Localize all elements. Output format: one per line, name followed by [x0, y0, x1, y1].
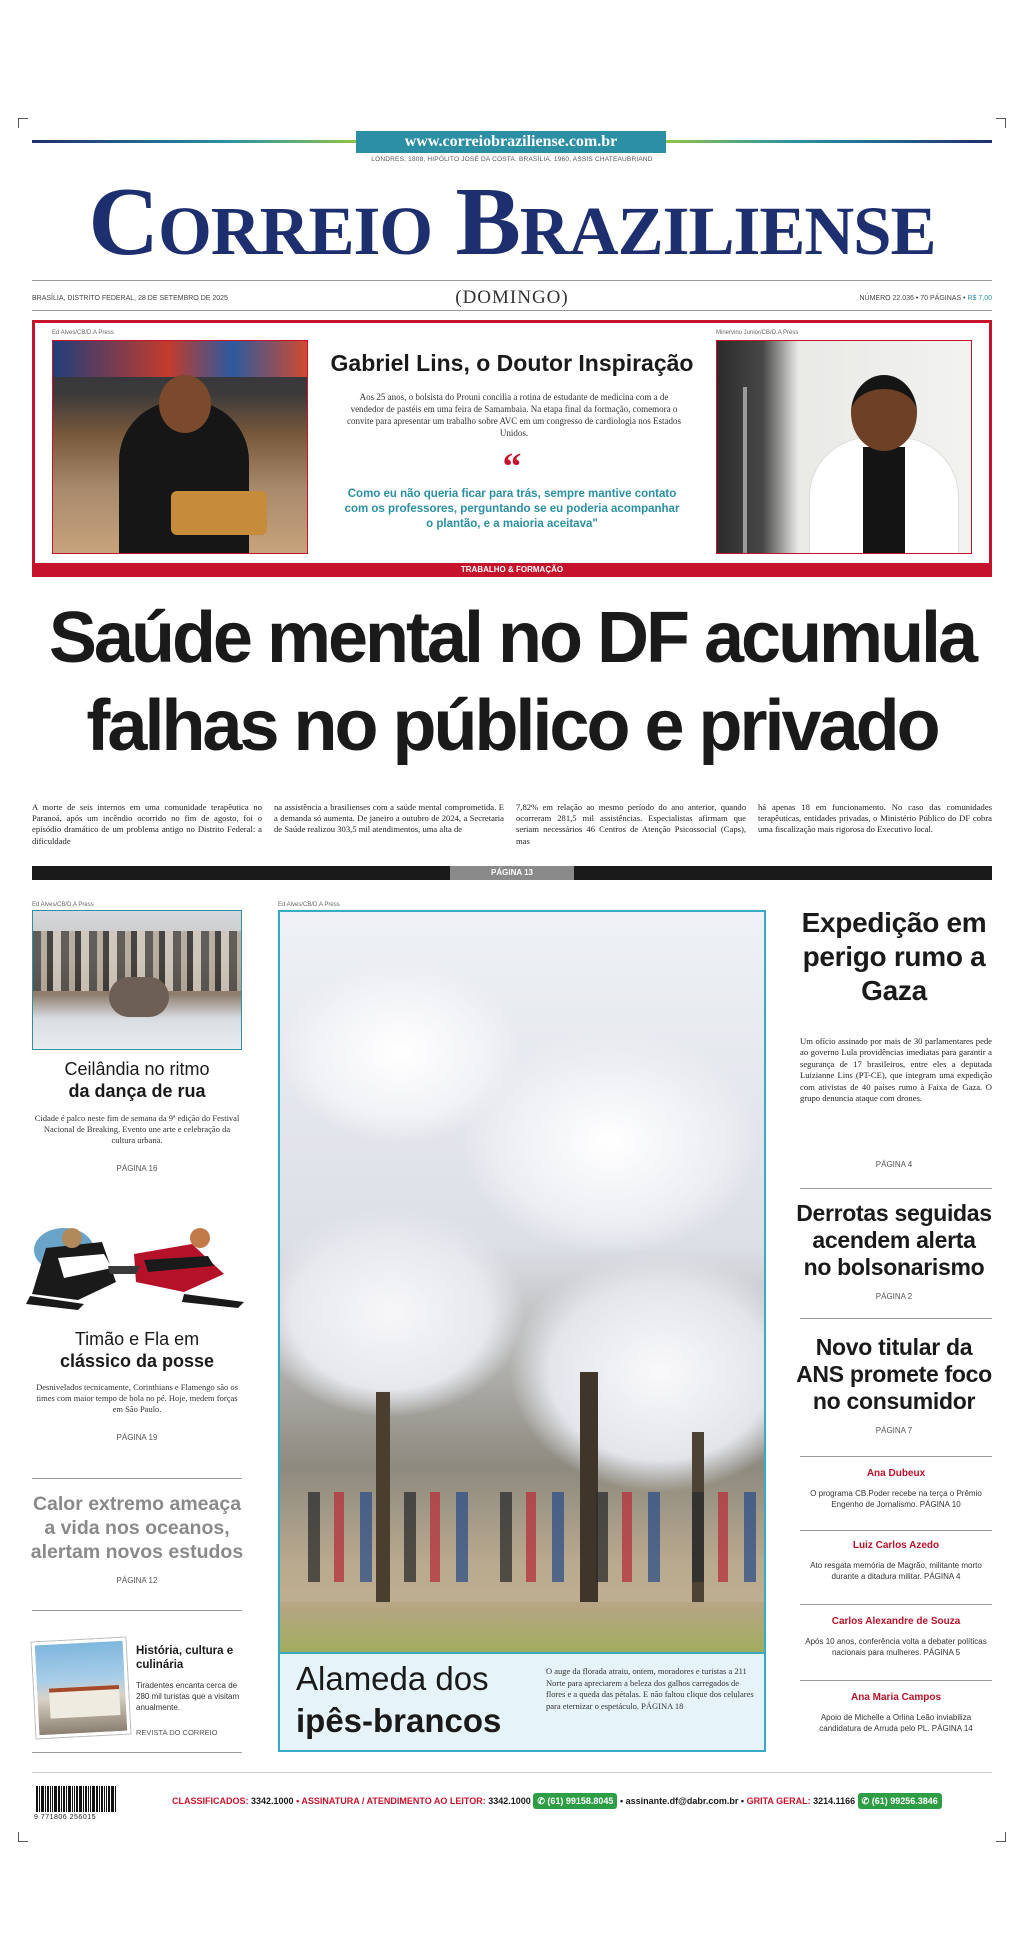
- feature-iv-stand: [743, 387, 747, 554]
- feature-photo-doctor[interactable]: [716, 340, 972, 554]
- whatsapp-contact-1[interactable]: [533, 1793, 617, 1809]
- feature-photo-left-credit: Ed Alves/CB/D.A Press: [52, 330, 114, 336]
- classificados-label: CLASSIFICADOS:: [172, 1796, 249, 1806]
- center-photo-ipes[interactable]: [278, 910, 766, 1654]
- right-divider-6: [800, 1680, 992, 1681]
- feature-photo-vendor[interactable]: [52, 340, 308, 554]
- feature-photo-right-credit: Minervino Junior/CB/D.A Press: [716, 330, 799, 336]
- whatsapp-number-2: (61) 99256.3846: [871, 1796, 938, 1806]
- dance-photo[interactable]: [32, 910, 242, 1050]
- feature-tent: [53, 341, 308, 377]
- feature-body: Aos 25 anos, o bolsista do Prouni concilia a rotina de estudante de medicina com a de vendedor de pastéis em uma feira de Samambaia. Na etapa final da formação, comemora o convite para apresentar um trabalho sobre AVC em um congresso de cardiologia nos Estados Unidos.: [347, 392, 681, 438]
- gaza-page[interactable]: PÁGINA 4: [875, 1160, 913, 1169]
- grita-phone[interactable]: 3214.1166: [813, 1796, 856, 1806]
- magazine-text: Tiradentes encanta cerca de 280 mil turistas que a visitam anualmente.: [136, 1681, 240, 1712]
- whatsapp-icon: ✆: [861, 1796, 870, 1806]
- masthead-divider-bottom: [32, 310, 992, 311]
- crop-mark-bottom-left: [18, 1832, 28, 1842]
- ans-page[interactable]: PÁGINA 7: [875, 1426, 913, 1435]
- assinatura-label: • ASSINATURA / ATENDIMENTO AO LEITOR:: [296, 1796, 486, 1806]
- center-people: [290, 1492, 760, 1582]
- price: R$ 7,00: [967, 295, 992, 302]
- center-photo-credit: Ed Alves/CB/D.A Press: [278, 902, 340, 908]
- bolsonarismo-headline[interactable]: Derrotas seguidas acendem alerta no bolsonarismo: [796, 1200, 992, 1280]
- dance-photo-credit: Ed Alves/CB/D.A Press: [32, 902, 94, 908]
- center-ground: [280, 1602, 766, 1654]
- right-divider-1: [800, 1188, 992, 1189]
- barcode-digits: 9 771806 256015: [34, 1814, 96, 1821]
- columnist-3-text: Após 10 anos, conferência volta a debater políticas nacionais para mulheres. PÁGINA 5: [805, 1637, 987, 1657]
- dance-breaker: [109, 977, 169, 1017]
- founders-line: LONDRES, 1808, HIPÓLITO JOSÉ DA COSTA. BRASÍLIA, 1960, ASSIS CHATEAUBRIAND: [371, 156, 653, 163]
- dateline: BRASÍLIA, DISTRITO FEDERAL, 28 DE SETEMBRO DE 2025: [32, 295, 228, 302]
- left-divider-2: [32, 1610, 242, 1611]
- subscriber-email[interactable]: • assinante.df@dabr.com.br •: [619, 1796, 745, 1806]
- columnist-1-text: O programa CB.Poder recebe na terça o Prêmio Engenho de Jornalismo. PÁGINA 10: [810, 1489, 982, 1509]
- feature-vendor-head: [159, 375, 211, 433]
- feature-doctor-shirt: [863, 447, 905, 554]
- whatsapp-contact-2[interactable]: [858, 1793, 942, 1809]
- barcode: [36, 1786, 140, 1816]
- lead-col-2: na assistência a brasilienses com a saúde mental comprometida. E a demanda só aumenta. De janeiro a outubro de 2024, a Secretaria de Saúde realizou 303,5 mil atendimentos, uma alta de: [274, 802, 504, 835]
- assinatura-phone[interactable]: 3342.1000: [488, 1796, 531, 1806]
- left-divider-1: [32, 1478, 242, 1479]
- center-caption-1[interactable]: Alameda dos: [296, 1660, 489, 1697]
- website-url[interactable]: www.correiobraziliense.com.br: [356, 131, 666, 153]
- lead-col-1: A morte de seis internos em uma comunidade terapêutica no Paranoá, após um incêndio ocorrido no fim de agosto, foi o episódio dramático de um problema antigo no Distrito Federal: a dificuldade: [32, 802, 262, 846]
- dance-head-1[interactable]: Ceilândia no ritmo: [64, 1059, 210, 1079]
- right-divider-3: [800, 1456, 992, 1457]
- football-head-2[interactable]: clássico da posse: [59, 1351, 215, 1371]
- columnist-3-name[interactable]: Carlos Alexandre de Souza: [831, 1616, 961, 1627]
- masthead: [0, 0, 1024, 320]
- football-page[interactable]: PÁGINA 19: [116, 1433, 158, 1442]
- whatsapp-number-1: (61) 99158.8045: [547, 1796, 614, 1806]
- newspaper-title: Correio Braziliense: [88, 168, 936, 276]
- football-head-1[interactable]: Timão e Fla em: [74, 1329, 200, 1349]
- section-bar: TRABALHO & FORMAÇÃO: [32, 563, 992, 577]
- grita-label: GRITA GERAL:: [746, 1796, 811, 1806]
- magazine-cover-building: [49, 1685, 120, 1719]
- feature-doctor-head: [851, 375, 917, 451]
- magazine-cover-thumb[interactable]: [32, 1638, 131, 1739]
- center-caption-page[interactable]: PÁGINA 18: [641, 1700, 684, 1711]
- football-text: Desnivelados tecnicamente, Corinthians e Flamengo são os times com maior tempo de bola no pé. Hoje, medem forças em São Paulo.: [36, 1382, 238, 1414]
- footer-divider: [32, 1772, 992, 1773]
- quote-icon: “: [502, 446, 522, 488]
- heat-page[interactable]: PÁGINA 12: [116, 1576, 158, 1585]
- lead-col-4: há apenas 18 em funcionamento. No caso das comunidades terapêuticas, entidades privadas, o Ministério Público do DF cobra uma fiscalização mais rigorosa do Executivo local.: [758, 802, 992, 835]
- whatsapp-icon: ✆: [537, 1796, 545, 1806]
- masthead-divider-top: [32, 280, 992, 281]
- gaza-headline[interactable]: Expedição em perigo rumo a Gaza: [801, 907, 987, 1006]
- center-caption-2[interactable]: ipês-brancos: [296, 1702, 502, 1739]
- center-caption-text: [546, 1666, 758, 1712]
- crop-mark-bottom-right: [996, 1832, 1006, 1842]
- football-cartoon-illustration: [24, 1208, 250, 1316]
- footer-contacts: [172, 1793, 992, 1809]
- feature-pastry-basket: [171, 491, 267, 535]
- columnist-2-name[interactable]: Luiz Carlos Azedo: [852, 1540, 940, 1551]
- football-cartoon: [24, 1208, 250, 1316]
- columnist-2-text: Ato resgata memória de Magrão, militante morto durante a ditadura militar. PÁGINA 4: [810, 1561, 982, 1581]
- lead-col-3: 7,82% em relação ao mesmo período do ano anterior, quando ocorreram 281,5 mil assistências. Especialistas afirmam que seriam necessários 46 Centros de Atenção Psicossocial (Caps), mas: [516, 802, 746, 846]
- dance-text: Cidade é palco neste fim de semana da 9ª edição do Festival Nacional de Breaking. Evento une arte e celebração da cultura urbana.: [34, 1113, 240, 1145]
- center-caption-body: O auge da florada atraiu, ontem, moradores e turistas a 211 Norte para apreciarem a beleza dos galhos carregados de flores e a queda das pétalas. E não faltou clique dos celulares para eternizar o espetáculo.: [546, 1666, 754, 1711]
- masthead-rule-right: [666, 140, 992, 143]
- lead-headline-line-2[interactable]: falhas no público e privado: [86, 686, 938, 766]
- heat-headline[interactable]: Calor extremo ameaça a vida nos oceanos, alertam novos estudos: [30, 1493, 244, 1563]
- right-divider-5: [800, 1604, 992, 1605]
- bolsonarismo-page[interactable]: PÁGINA 2: [875, 1292, 913, 1301]
- feature-quote: Como eu não queria ficar para trás, sempre mantive contato com os professores, perguntando se eu poderia acompanhar o plantão, e a maioria aceitava": [344, 488, 680, 530]
- issue-number: NÚMERO 22.036 • 70 PÁGINAS •: [859, 295, 966, 302]
- dance-page[interactable]: PÁGINA 16: [116, 1164, 158, 1173]
- right-divider-4: [800, 1530, 992, 1531]
- masthead-rule-left: [32, 140, 356, 143]
- issue-info: [790, 295, 992, 302]
- columnist-1-name[interactable]: Ana Dubeux: [866, 1468, 926, 1479]
- feature-headline[interactable]: Gabriel Lins, o Doutor Inspiração: [330, 350, 694, 376]
- columnist-4-text: Apoio de Michelle a Orlina Leão inviabiliza candidatura de Arruda pelo PL. PÁGINA 14: [819, 1713, 973, 1733]
- left-divider-3: [32, 1752, 242, 1753]
- lead-headline-line-1[interactable]: Saúde mental no DF acumula: [48, 598, 976, 678]
- classificados-phone[interactable]: 3342.1000: [251, 1796, 294, 1806]
- gaza-text: Um ofício assinado por mais de 30 parlamentares pede ao governo Lula providências imediatas para garantir a segurança de 17 brasileiros, entre eles a deputada Luizianne Lins (PT-CE), que integram uma expedição com ativistas de 40 países rumo à Faixa de Gaza. O grupo denuncia ataque com drones.: [800, 1036, 992, 1104]
- columnist-4-name[interactable]: Ana Maria Campos: [850, 1692, 942, 1703]
- magazine-source: REVISTA DO CORREIO: [136, 1728, 218, 1737]
- ans-headline[interactable]: Novo titular da ANS promete foco no consumidor: [796, 1334, 992, 1414]
- magazine-head[interactable]: História, cultura e culinária: [136, 1645, 234, 1671]
- lead-page-ref[interactable]: PÁGINA 13: [450, 866, 574, 880]
- right-divider-2: [800, 1318, 992, 1319]
- edition-day: (DOMINGO): [455, 287, 569, 308]
- dance-head-2[interactable]: da dança de rua: [68, 1081, 206, 1101]
